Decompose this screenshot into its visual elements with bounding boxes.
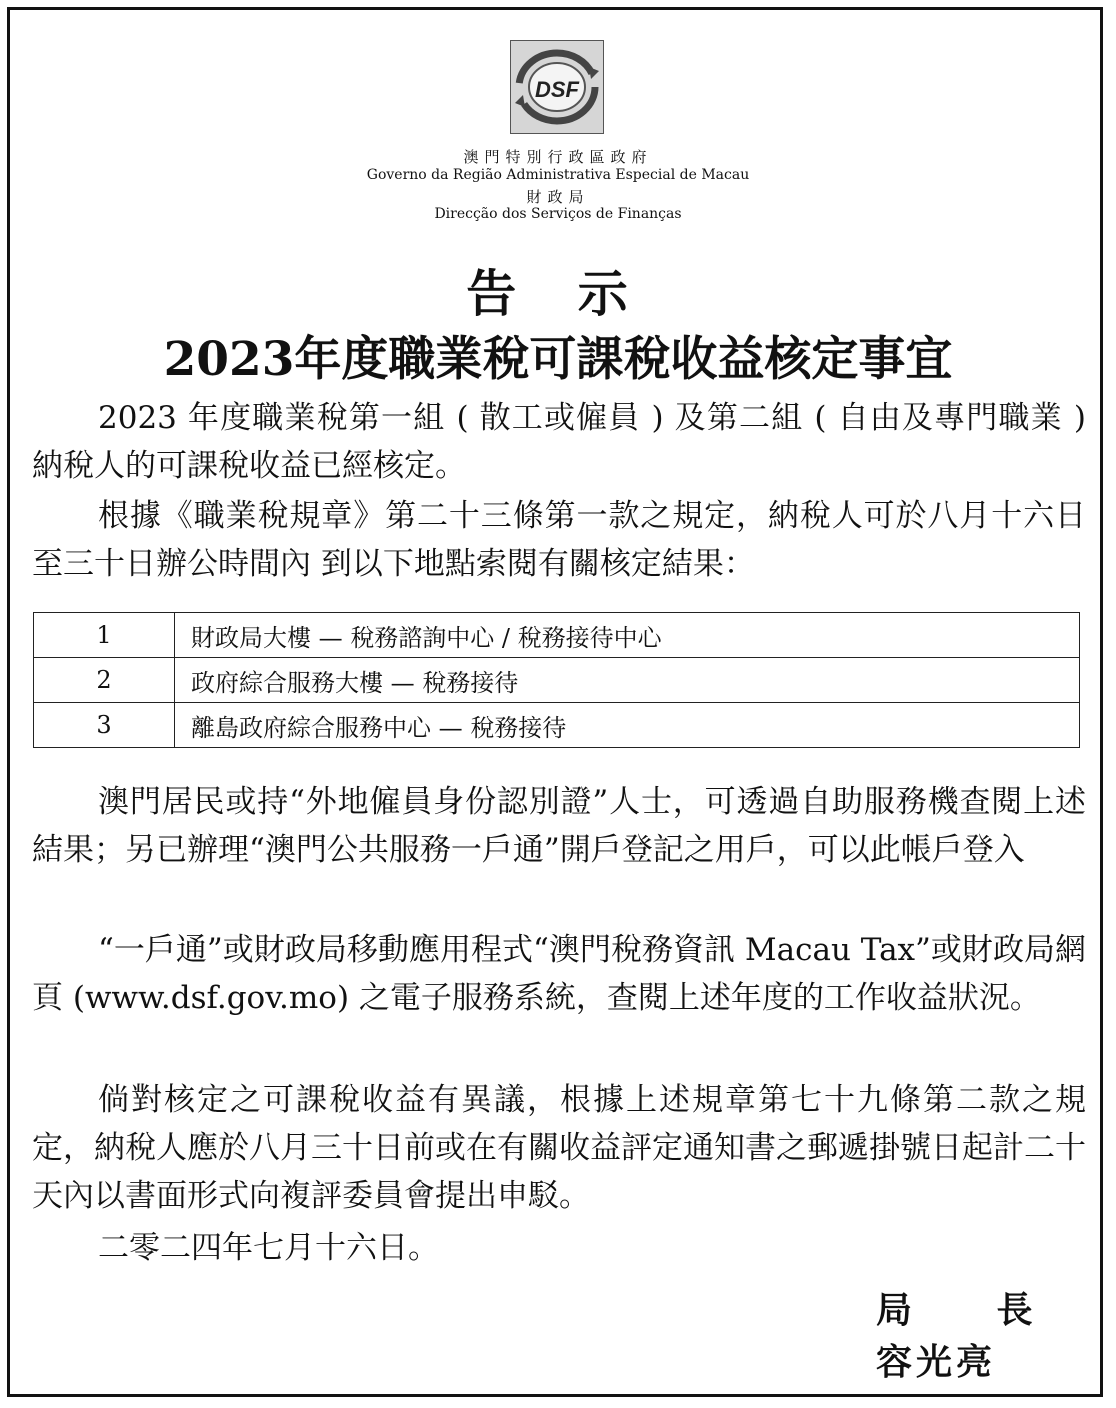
location-number: 2 (34, 658, 175, 703)
location-number: 3 (34, 703, 175, 748)
paragraph-date: 二零二四年七月十六日。 (98, 1230, 439, 1266)
paragraph-self-service: 澳門居民或持“外地僱員身份認別證”人士，可透過自助服務機查閱上述結果；另已辦理“澳門公共服務一戶通”開戶登記之用戶，可以此帳戶登入 (32, 784, 1086, 868)
gov-name-zh: 澳門特別行政區政府 (463, 148, 653, 166)
locations-table (33, 612, 1080, 748)
signature-position: 局 長 (876, 1289, 1069, 1331)
location-text: 財政局大樓 — 稅務諮詢中心 / 稅務接待中心 (175, 613, 1080, 658)
notice-title: 告 示 (466, 264, 650, 323)
paragraph-intro: 2023 年度職業稅第一組 ( 散工或僱員 ) 及第二組 ( 自由及專門職業 ) 納稅人的可課稅收益已經核定。 (32, 400, 1086, 484)
dept-name-pt: Direcção dos Serviços de Finanças (434, 206, 682, 222)
paragraph-online-access: “一戶通”或財政局移動應用程式“澳門稅務資訊 Macau Tax”或財政局網頁 (www.dsf.gov.mo) 之電子服務系統，查閱上述年度的工作收益狀況。 (32, 932, 1086, 1016)
dsf-logo-icon (511, 41, 603, 133)
location-text: 離島政府綜合服務中心 — 稅務接待 (175, 703, 1080, 748)
location-text: 政府綜合服務大樓 — 稅務接待 (175, 658, 1080, 703)
dept-name-zh: 財政局 (526, 188, 590, 206)
location-number: 1 (34, 613, 175, 658)
dsf-logo (510, 40, 604, 134)
notice-subtitle: 2023年度職業稅可課稅收益核定事宜 (163, 332, 953, 387)
table-row (34, 703, 1080, 748)
gov-name-pt: Governo da Região Administrativa Especial de Macau (366, 167, 750, 183)
logo-text: DSF (535, 77, 579, 102)
paragraph-objection: 倘對核定之可課稅收益有異議，根據上述規章第七十九條第二款之規定，納稅人應於八月三十日前或在有關收益評定通知書之郵遞掛號日起計二十天內以書面形式向複評委員會提出申駁。 (32, 1082, 1086, 1214)
paragraph-legal-basis: 根據《職業稅規章》第二十三條第一款之規定，納稅人可於八月十六日至三十日辦公時間內 到以下地點索閱有關核定結果： (32, 498, 1086, 582)
table-row (34, 658, 1080, 703)
signature-name: 容光亮 (876, 1341, 997, 1383)
table-row (34, 613, 1080, 658)
